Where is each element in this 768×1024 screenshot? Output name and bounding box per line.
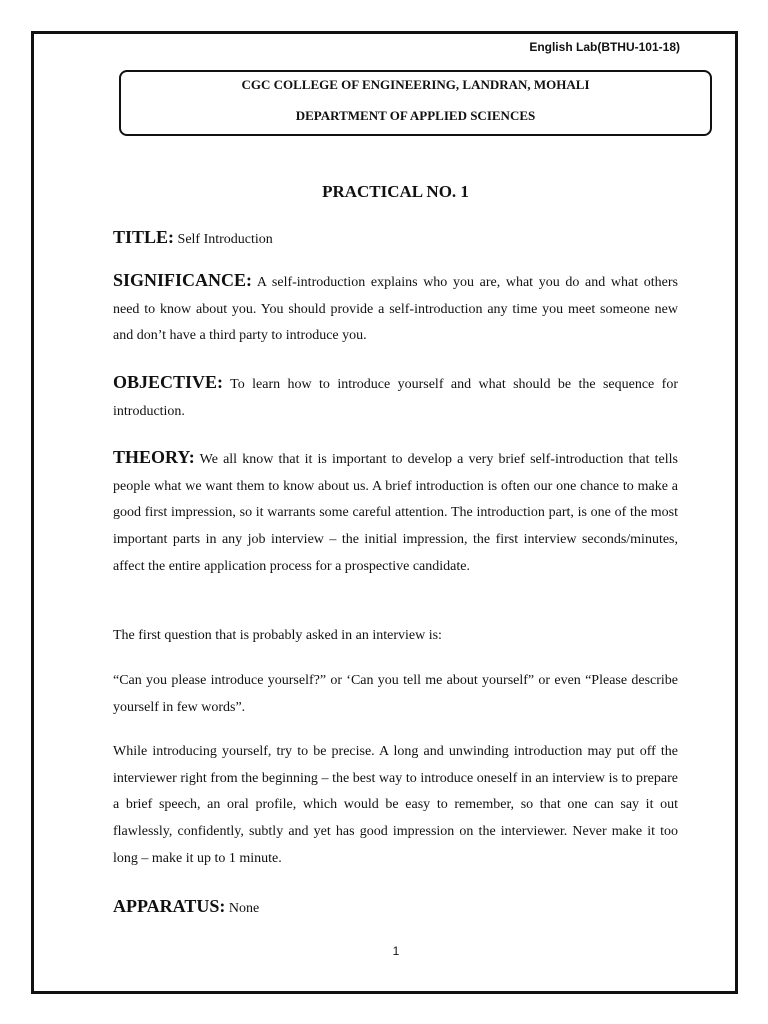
objective-section bbox=[113, 369, 678, 425]
practical-heading: PRACTICAL NO. 1 bbox=[322, 182, 469, 201]
institution-box bbox=[119, 70, 712, 136]
objective-label: OBJECTIVE: bbox=[113, 372, 224, 392]
theory-label: THEORY: bbox=[113, 447, 195, 467]
first-question-paragraph bbox=[113, 623, 678, 650]
course-code-header: English Lab(BTHU-101-18) bbox=[529, 40, 680, 54]
significance-label: SIGNIFICANCE: bbox=[113, 270, 253, 290]
title-text: Self Introduction bbox=[174, 232, 273, 247]
title-section bbox=[113, 224, 678, 254]
theory-section bbox=[113, 444, 678, 581]
department-name: DEPARTMENT OF APPLIED SCIENCES bbox=[295, 108, 536, 123]
significance-section bbox=[113, 267, 678, 350]
apparatus-label: APPARATUS: bbox=[113, 896, 226, 916]
significance-text: A self-introduction explains who you are, what you do and what others need to know about you. You should provide a self-introduction any time you meet someone new and don’t have a third party to introduce you. bbox=[113, 275, 678, 344]
theory-text: We all know that it is important to develop a very brief self-introduction that tells people what we want them to know about us. A brief introduction is often our one chance to make a good first impression, so it warrants some careful attention. The introduction part, is one of the most important parts in any job interview – the initial impression, the first interview seconds/minutes, affect the entire application process for a prospective candidate. bbox=[113, 452, 678, 574]
objective-text: To learn how to introduce yourself and what should be the sequence for introduction. bbox=[113, 377, 678, 419]
quote-paragraph bbox=[113, 668, 678, 721]
page-number: 1 bbox=[392, 944, 400, 958]
title-label: TITLE: bbox=[113, 227, 175, 247]
advice-text: While introducing yourself, try to be precise. A long and unwinding introduction may put off the interviewer right from the beginning – the best way to introduce oneself in an interview is to prepare a brief speech, an oral profile, which would be easy to remember, so that one can say it out flawlessly, confidently, subtly and yet has good impression on the interviewer. Never make it too long – make it up to 1 minute. bbox=[113, 744, 678, 866]
quote-text: “Can you please introduce yourself?” or ‘Can you tell me about yourself” or even “Please describe yourself in few words”. bbox=[113, 673, 678, 715]
apparatus-section bbox=[113, 893, 678, 923]
apparatus-text: None bbox=[225, 901, 260, 916]
advice-paragraph bbox=[113, 739, 678, 873]
college-name: CGC COLLEGE OF ENGINEERING, LANDRAN, MOHALI bbox=[241, 77, 590, 92]
first-question-text: The first question that is probably asked in an interview is: bbox=[113, 628, 442, 643]
